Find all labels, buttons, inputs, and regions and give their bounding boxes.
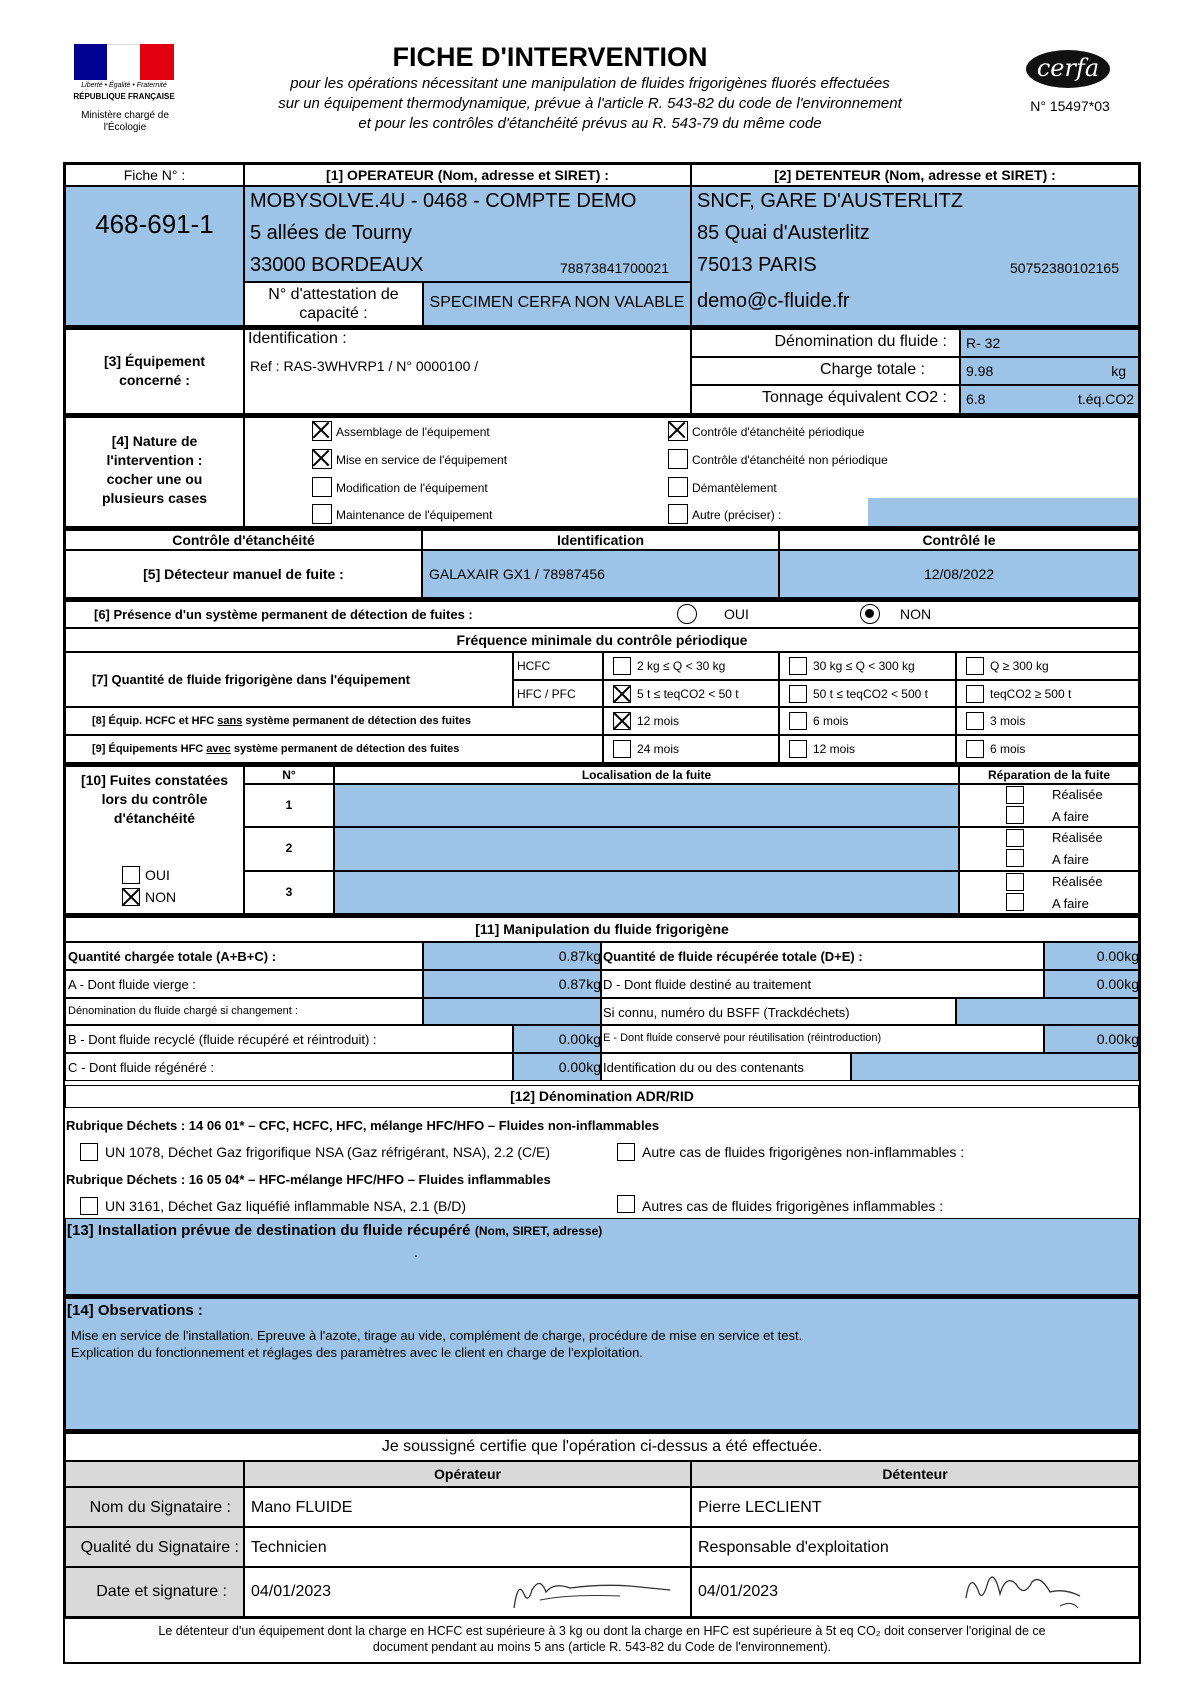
co2-unit: t.éq.CO2 [1077, 391, 1134, 407]
manip-e-unit: kg [1124, 1031, 1139, 1048]
fuite-row-1-realisee-checkbox[interactable] [1006, 829, 1024, 847]
charge-value-cell [960, 357, 1139, 385]
operateur-heading-cell [244, 164, 691, 186]
equipement-label: [3] Équipement concerné : [103, 353, 206, 388]
manip-e-value-cell[interactable] [1044, 1025, 1139, 1053]
installation-value: . [414, 1244, 418, 1260]
detector-value: GALAXAIR GX1 / 78987456 [429, 566, 605, 582]
sig-det-name-cell [691, 1487, 1139, 1527]
republic-motto: Liberté • Égalité • Fraternité [81, 82, 167, 89]
fuites-rep-header [959, 766, 1139, 784]
sig-qual-label-cell [65, 1527, 244, 1567]
freq-hfc-1-label: 50 t ≤ teqCO2 < 500 t [813, 687, 928, 701]
row8-label-b: sans [217, 715, 243, 727]
row8-label-c: système permanent de détection des fuites [242, 715, 471, 727]
manip-d_label: D - Dont fluide destiné au traitement [603, 976, 812, 992]
fuite-row-1-number: 2 [285, 841, 293, 856]
sig-det-date: 04/01/2023 [698, 1583, 779, 1600]
sig-qual-label: Qualité du Signataire : [80, 1539, 239, 1556]
charge-value: 9.98 [966, 363, 994, 379]
manip-b-value-cell[interactable] [513, 1025, 601, 1053]
detenteur-signature-image [960, 1568, 1130, 1613]
adr-rubrique-2: Rubrique Déchets : 16 05 04* – HFC-mélange HFC/HFO – Fluides inflammables [66, 1172, 551, 1187]
manip-a_label: A - Dont fluide vierge : [68, 976, 196, 992]
sig-col-det [691, 1461, 1139, 1487]
nature-option-3-checkbox[interactable] [312, 504, 332, 524]
fuites-no-header-label: N° [282, 768, 296, 782]
row-hcfc-label: HCFC [517, 659, 551, 673]
fuite-row-0-realisee-label: Réalisée [1052, 787, 1103, 802]
adr-rubrique-1: Rubrique Déchets : 14 06 01* – CFC, HCFC, HFC, mélange HFC/HFO – Fluides non-inflammables [66, 1118, 660, 1133]
detector-label-cell [65, 550, 422, 598]
sig-corner [65, 1461, 244, 1487]
sig-col-op-label: Opérateur [434, 1466, 501, 1482]
freq-hfc-0-label: 5 t ≤ teqCO2 < 50 t [637, 687, 739, 701]
freq-hfc-1-checkbox[interactable] [789, 685, 807, 703]
fuite-row-1-number-cell [244, 827, 334, 870]
operateur-heading: [1] OPERATEUR (Nom, adresse et SIRET) : [326, 167, 609, 183]
freq-row8-1-checkbox[interactable] [789, 712, 807, 730]
sig-col-det-label: Détenteur [882, 1466, 948, 1482]
manip-denom_label-cell [65, 998, 423, 1026]
fuites-no-header [244, 766, 334, 784]
manip-b_label-cell [65, 1025, 513, 1053]
sig-col-op [244, 1461, 691, 1487]
row9-label-b: avec [206, 743, 231, 755]
controle-col1 [65, 530, 422, 550]
equipement-label-cell [65, 329, 244, 414]
freq-row8-2-label: 3 mois [990, 714, 1026, 728]
row9-label-cell [65, 735, 603, 763]
fuites-non-checkbox[interactable] [122, 888, 140, 906]
freq-row9-0-checkbox[interactable] [613, 740, 631, 758]
manip-recup-unit: kg [1124, 948, 1139, 964]
charge-label: Charge totale : [820, 361, 925, 378]
freq-row8-1-label: 6 mois [813, 714, 849, 728]
marianne-logo [74, 44, 174, 80]
fuites-loc-header [334, 766, 959, 784]
fuites-non-label: NON [145, 889, 177, 905]
fuite-row-1-location[interactable] [334, 827, 959, 870]
certify-cell [65, 1433, 1139, 1461]
co2-label: Tonnage équivalent CO2 : [761, 389, 947, 406]
fuite-row-0-a-faire-label: A faire [1052, 809, 1089, 824]
fuites-oui-checkbox[interactable] [122, 866, 140, 884]
manip-e_label-cell [601, 1025, 1044, 1053]
nature-option-2-label: Modification de l'équipement [336, 481, 488, 495]
frequence-heading-cell [65, 628, 1139, 652]
adr-un3161-label: UN 3161, Déchet Gaz liquéfié inflammable NSA, 2.1 (B/D) [105, 1198, 467, 1214]
adr-autre-non-inflammable-checkbox[interactable] [617, 1143, 635, 1161]
operateur-address: 5 allées de Tourny [250, 222, 412, 244]
manip-c-unit: kg [586, 1059, 601, 1076]
manip-c_label-cell [65, 1053, 513, 1081]
manip-total_label: Quantité chargée totale (A+B+C) : [68, 949, 277, 964]
ministry-label: Ministère chargé de l'Écologie [81, 110, 169, 133]
sig-op-qual: Technicien [251, 1539, 327, 1556]
quantity-label: [7] Quantité de fluide frigorigène dans l'équipement [92, 672, 411, 687]
nature-option-4-checkbox[interactable] [668, 421, 688, 441]
operateur-name: MOBYSOLVE.4U - 0468 - COMPTE DEMO [250, 190, 637, 212]
row8-label-a: [8] Équip. HCFC et HFC [92, 715, 218, 727]
manip-bsff_label-value-cell[interactable] [956, 998, 1139, 1026]
fuite-row-0-a-faire-checkbox[interactable] [1006, 806, 1024, 824]
fuite-row-2-a-faire-checkbox[interactable] [1006, 893, 1024, 911]
freq-hcfc-2-checkbox[interactable] [966, 657, 984, 675]
fuite-row-1-realisee-label: Réalisée [1052, 830, 1103, 846]
sig-det-qual: Responsable d'exploitation [698, 1539, 889, 1556]
operateur-city: 33000 BORDEAUX [250, 254, 424, 276]
adr-heading: [12] Dénomination ADR/RID [510, 1088, 694, 1104]
manip-d-value: 0.00 [1096, 975, 1124, 992]
fuite-row-2-number-cell [244, 871, 334, 914]
freq-row9-2-checkbox[interactable] [966, 740, 984, 758]
nature-option-1-checkbox[interactable] [312, 449, 332, 469]
observations-line-2: Explication du fonctionnement et réglages des paramètres avec le client en charge de l'exploitation. [71, 1345, 643, 1360]
operateur-siret: 78873841700021 [560, 260, 670, 276]
cerfa-logo: cerfa [1026, 50, 1110, 88]
manip-contenants_label-cell [601, 1053, 851, 1081]
autre-value[interactable] [868, 498, 1138, 526]
republic-name: RÉPUBLIQUE FRANÇAISE [73, 92, 175, 101]
row9-label-a: [9] Équipements HFC [92, 743, 207, 755]
fuites-loc-header-label: Localisation de la fuite [581, 768, 712, 782]
sig-det-qual-cell [691, 1527, 1139, 1567]
equipement-ident-value: Ref : RAS-3WHVRP1 / N° 0000100 / [250, 358, 479, 374]
nature-option-6-checkbox[interactable] [668, 477, 688, 497]
freq-row8-2-checkbox[interactable] [966, 712, 984, 730]
attestation-label-cell [244, 282, 423, 326]
manip-a_label-cell [65, 970, 423, 998]
adr-autre-inflammable-label: Autres cas de fluides frigorigènes inflammables : [642, 1198, 944, 1214]
page-title: FICHE D'INTERVENTION [392, 42, 708, 72]
manip-heading-cell [65, 917, 1139, 942]
equipement-ident-label: Identification : [248, 330, 347, 347]
fuite-row-0-repair-cell [959, 784, 1139, 827]
manip-e-value: 0.00 [1096, 1031, 1124, 1048]
fluid-label: Dénomination du fluide : [774, 333, 947, 350]
fuite-row-2-realisee-checkbox[interactable] [1006, 873, 1024, 891]
fluid-value-cell [960, 329, 1139, 357]
subtitle-line-3: et pour les contrôles d'étanchéité prévus au R. 543-79 du même code [358, 115, 822, 132]
manip-total-value-cell[interactable] [423, 942, 601, 970]
observations-line-1: Mise en service de l'installation. Epreuve à l'azote, tirage au vide, complément de charge, procédure de mise en service et test. [71, 1328, 803, 1343]
adr-heading-cell [65, 1085, 1139, 1108]
manip-c_label: C - Dont fluide régénéré : [68, 1060, 214, 1076]
manip-b-unit: kg [586, 1031, 601, 1048]
sig-date-label: Date et signature : [96, 1583, 227, 1600]
fiche-label: Fiche N° : [123, 167, 186, 183]
freq-row8-0-label: 12 mois [637, 714, 680, 728]
freq-row8-0-checkbox[interactable] [613, 712, 631, 730]
adr-autre-inflammable-checkbox[interactable] [617, 1195, 635, 1213]
manip-recup_label-cell [601, 942, 1044, 970]
manip-contenants_label-value-cell[interactable] [851, 1053, 1139, 1081]
observations-cell[interactable] [65, 1298, 1139, 1430]
nature-option-0-checkbox[interactable] [312, 421, 332, 441]
freq-row9-1-label: 12 mois [813, 742, 856, 756]
manip-d-unit: kg [1124, 975, 1139, 992]
manip-a-unit: kg [586, 975, 601, 992]
freq-hcfc-0-label: 2 kg ≤ Q < 30 kg [637, 659, 726, 673]
manip-bsff_label-cell [601, 998, 956, 1026]
fuite-row-1-repair-cell [959, 827, 1139, 870]
freq-hcfc-0-checkbox[interactable] [613, 657, 631, 675]
cerfa-number: N° 15497*03 [1030, 98, 1110, 114]
detector-date: 12/08/2022 [923, 566, 995, 582]
row9-label-c: système permanent de détection des fuites [230, 743, 460, 755]
sig-date-label-cell [65, 1567, 244, 1617]
freq-row9-0-label: 24 mois [637, 742, 680, 756]
manip-d-value-cell[interactable] [1044, 970, 1139, 998]
nature-label: [4] Nature de l'intervention : cocher une ou plusieurs cases [101, 433, 208, 506]
frequence-heading: Fréquence minimale du contrôle périodique [456, 632, 748, 648]
permanent-oui-radio[interactable] [677, 604, 697, 624]
attestation-value: SPECIMEN CERFA NON VALABLE [429, 294, 685, 311]
sig-name-label: Nom du Signataire : [89, 1499, 231, 1516]
detenteur-address: 85 Quai d'Austerlitz [697, 222, 870, 244]
nature-option-5-label: Contrôle d'étanchéité non périodique [692, 453, 888, 467]
adr-autre-non-inflammable-label: Autre cas de fluides frigorigènes non-inflammables : [642, 1144, 965, 1160]
permanent-non-radio[interactable] [860, 604, 880, 624]
row-hfc [513, 680, 603, 707]
nature-option-1-label: Mise en service de l'équipement [336, 453, 508, 467]
detector-date-cell [779, 550, 1139, 598]
sig-det-name: Pierre LECLIENT [698, 1499, 822, 1516]
installation-sublabel: (Nom, SIRET, adresse) [474, 1224, 603, 1238]
nature-option-6-label: Démantèlement [692, 481, 777, 495]
subtitle-line-2: sur un équipement thermodynamique, prévue à l'article R. 543-82 du code de l'environnement [278, 95, 902, 112]
manip-recup-value: 0.00 [1096, 948, 1124, 964]
nature-option-0-label: Assemblage de l'équipement [336, 425, 490, 439]
charge-label-cell [691, 357, 960, 385]
row8-label-cell [65, 707, 603, 735]
detenteur-name: SNCF, GARE D'AUSTERLITZ [697, 190, 964, 212]
nature-option-7-label: Autre (préciser) : [692, 508, 782, 522]
fuite-row-2-a-faire-label: A faire [1052, 895, 1089, 911]
sig-op-date: 04/01/2023 [251, 1583, 332, 1600]
sig-op-name-cell [244, 1487, 691, 1527]
permanent-label: [6] Présence d'un système permanent de détection de fuites : [94, 607, 473, 622]
manip-total_label-cell [65, 942, 423, 970]
controle-col2-label: Identification [556, 532, 645, 548]
manip-total-unit: kg [586, 948, 601, 964]
fuite-row-1-a-faire-label: A faire [1052, 852, 1089, 868]
controle-col1-label: Contrôle d'étanchéité [172, 532, 315, 548]
fuite-row-2-repair-cell [959, 871, 1139, 914]
fiche-number-cell [65, 186, 244, 326]
co2-label-cell [691, 385, 960, 414]
sig-name-label-cell [65, 1487, 244, 1527]
footer-line-2: document pendant au moins 5 ans (article R. 543-82 du Code de l'environnement). [372, 1640, 832, 1654]
detenteur-heading-cell [691, 164, 1139, 186]
attestation-label: N° d'attestation de capacité : [268, 286, 399, 322]
fuite-row-1-a-faire-checkbox[interactable] [1006, 849, 1024, 867]
subtitle-line-1: pour les opérations nécessitant une manipulation de fluides frigorigènes fluorés effectuées [290, 75, 890, 92]
freq-row9-1-checkbox[interactable] [789, 740, 807, 758]
fuite-row-2-realisee-label: Réalisée [1052, 873, 1103, 889]
fuites-rep-header-label: Réparation de la fuite [987, 768, 1111, 782]
detenteur-heading: [2] DETENTEUR (Nom, adresse et SIRET) : [774, 167, 1056, 183]
manip-denom_label: Dénomination du fluide chargé si changement : [68, 1004, 298, 1017]
manip-contenants_label: Identification du ou des contenants [603, 1060, 804, 1076]
certify-text: Je soussigné certifie que l'opération ci-dessus a été effectuée. [381, 1438, 823, 1455]
freq-hcfc-1-checkbox[interactable] [789, 657, 807, 675]
manip-recup-value-cell[interactable] [1044, 942, 1139, 970]
fuite-row-2-location[interactable] [334, 871, 959, 914]
fuite-row-0-number: 1 [285, 798, 293, 812]
manip-a-value-cell[interactable] [423, 970, 601, 998]
adr-un3161-checkbox[interactable] [80, 1197, 98, 1215]
observations-label: [14] Observations : [67, 1302, 203, 1319]
row-hcfc [513, 652, 603, 680]
attestation-value-cell [423, 282, 691, 326]
fluid-label-cell [691, 329, 960, 357]
detenteur-email: demo@c-fluide.fr [697, 290, 850, 312]
manip-b_label: B - Dont fluide recyclé (fluide récupéré et réintroduit) : [68, 1032, 377, 1048]
detenteur-city: 75013 PARIS [697, 254, 817, 276]
charge-unit: kg [1111, 363, 1126, 379]
freq-row9-2-label: 6 mois [990, 742, 1026, 756]
manip-b-value: 0.00 [558, 1031, 586, 1048]
sig-op-name: Mano FLUIDE [251, 1499, 353, 1516]
fuites-oui-label: OUI [145, 867, 170, 883]
freq-hcfc-2-label: Q ≥ 300 kg [990, 659, 1049, 673]
fuite-row-0-number-cell [244, 784, 334, 827]
nature-option-3-label: Maintenance de l'équipement [336, 508, 493, 522]
manip-c-value-cell[interactable] [513, 1053, 601, 1081]
fuite-row-0-location[interactable] [334, 784, 959, 827]
freq-hfc-2-checkbox[interactable] [966, 685, 984, 703]
nature-option-7-checkbox[interactable] [668, 504, 688, 524]
adr-un1078-checkbox[interactable] [80, 1143, 98, 1161]
manip-a-value: 0.87 [558, 975, 586, 992]
fuite-row-0-realisee-checkbox[interactable] [1006, 786, 1024, 804]
detenteur-siret: 50752380102165 [1010, 260, 1120, 276]
manip-d_label-cell [601, 970, 1044, 998]
manip-c-value: 0.00 [558, 1059, 586, 1076]
freq-hfc-0-checkbox[interactable] [613, 685, 631, 703]
permanent-non-label: NON [900, 606, 932, 622]
fluid-value: R- 32 [966, 335, 1001, 351]
operator-signature-image [510, 1570, 680, 1615]
installation-label: [13] Installation prévue de destination du fluide récupéré [67, 1222, 471, 1239]
fiche-number: 468-691-1 [95, 209, 214, 239]
row-hfc-label: HFC / PFC [517, 687, 576, 701]
nature-label-cell [65, 417, 244, 527]
fiche-label-cell [65, 164, 244, 186]
nature-option-5-checkbox[interactable] [668, 449, 688, 469]
detector-value-cell [422, 550, 779, 598]
fuites-label: [10] Fuites constatées lors du contrôle d'étanchéité [80, 772, 229, 826]
footer-line-1: Le détenteur d'un équipement dont la charge en HCFC est supérieure à 3 kg ou dont la charge en HFC est supérieure à 5t eq CO₂ doit conserver l'original de ce [158, 1624, 1046, 1638]
fuite-row-2-number: 3 [285, 884, 293, 899]
co2-value-cell [960, 385, 1139, 414]
controle-col2 [422, 530, 779, 550]
co2-value: 6.8 [966, 391, 986, 407]
manip-bsff_label: Si connu, numéro du BSFF (Trackdéchets) [603, 1004, 850, 1020]
detector-label: [5] Détecteur manuel de fuite : [143, 566, 344, 582]
freq-hfc-2-label: teqCO2 ≥ 500 t [990, 687, 1072, 701]
controle-col3 [779, 530, 1139, 550]
quantity-label-cell [65, 652, 513, 707]
freq-hcfc-1-label: 30 kg ≤ Q < 300 kg [813, 659, 915, 673]
controle-col3-label: Contrôlé le [922, 532, 996, 548]
manip-e_label: E - Dont fluide conservé pour réutilisation (réintroduction) [603, 1032, 882, 1045]
nature-option-4-label: Contrôle d'étanchéité périodique [692, 425, 865, 439]
manip-denom_label-value-cell[interactable] [423, 998, 601, 1026]
adr-un1078-label: UN 1078, Déchet Gaz frigorifique NSA (Gaz réfrigérant, NSA), 2.2 (C/E) [105, 1144, 551, 1160]
permanent-oui-label: OUI [724, 606, 749, 622]
manip-recup_label: Quantité de fluide récupérée totale (D+E) : [603, 949, 863, 964]
sig-op-qual-cell [244, 1527, 691, 1567]
manip-heading: [11] Manipulation du fluide frigorigène [475, 921, 729, 937]
manip-total-value: 0.87 [558, 948, 586, 964]
nature-option-2-checkbox[interactable] [312, 477, 332, 497]
